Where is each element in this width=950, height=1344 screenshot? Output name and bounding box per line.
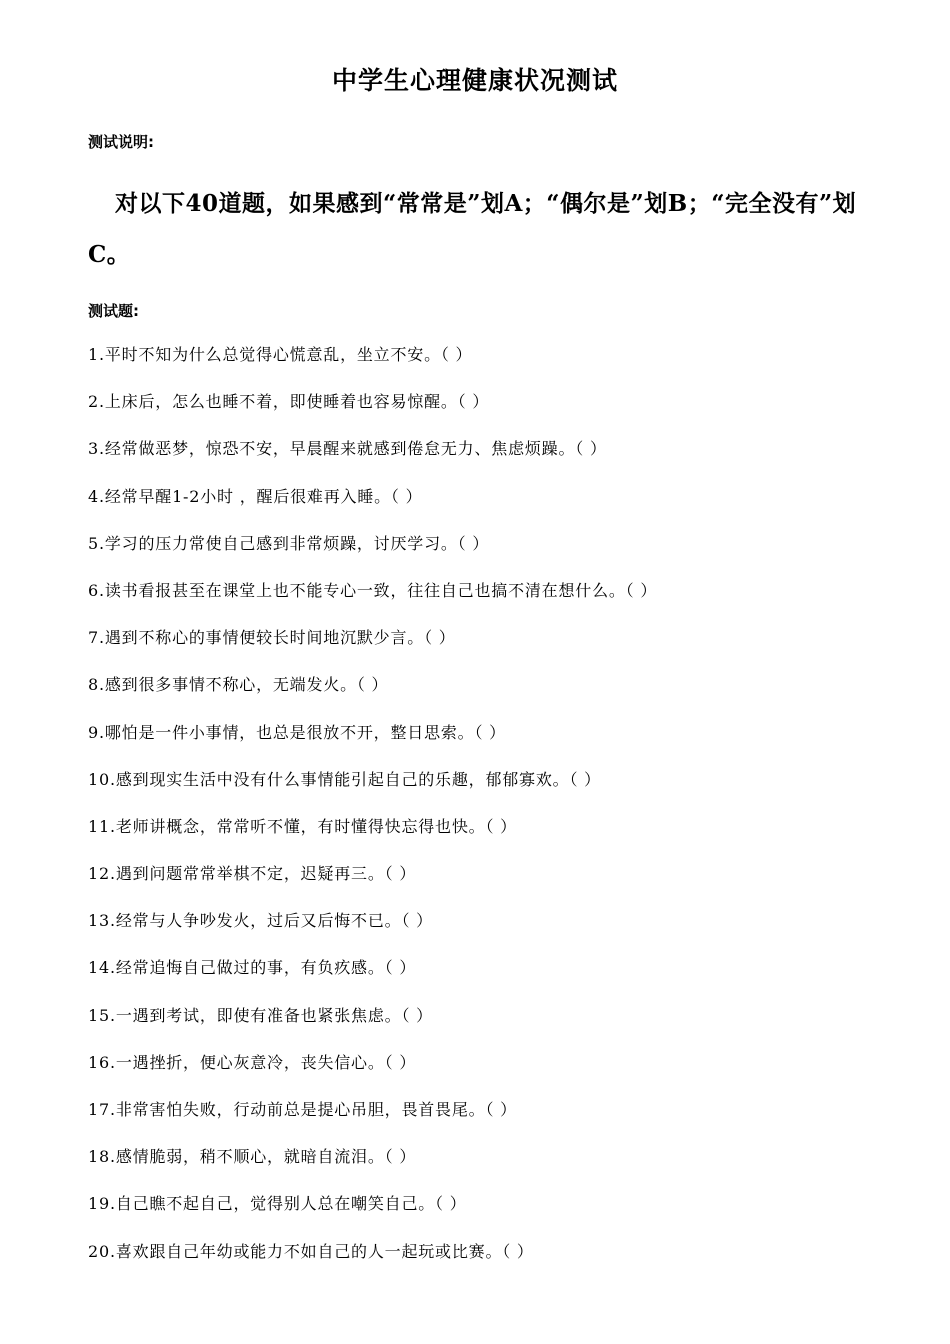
instruction-text: 对以下40道题，如果感到“常常是”划A；“偶尔是”划B；“完全没有”划C。 — [88, 190, 857, 268]
question-item: 2.上床后，怎么也睡不着，即使睡着也容易惊醒。（ ） — [88, 392, 490, 412]
question-item: 3.经常做恶梦，惊恐不安，早晨醒来就感到倦怠无力、焦虑烦躁。（ ） — [88, 439, 607, 459]
question-item: 19.自己瞧不起自己，觉得别人总在嘲笑自己。（ ） — [88, 1194, 467, 1214]
question-item: 10.感到现实生活中没有什么事情能引起自己的乐趣，郁郁寡欢。（ ） — [88, 769, 601, 789]
question-item: 9.哪怕是一件小事情，也总是很放不开，整日思索。（ ） — [88, 722, 506, 742]
page-title: 中学生心理健康状况测试 — [331, 66, 618, 95]
question-item: 5.学习的压力常使自己感到非常烦躁，讨厌学习。（ ） — [88, 533, 490, 553]
question-item: 7.遇到不称心的事情便较长时间地沉默少言。（ ） — [88, 628, 456, 648]
question-item: 1.平时不知为什么总觉得心慌意乱，坐立不安。（ ） — [88, 345, 473, 364]
question-item: 13.经常与人争吵发火，过后又后悔不已。（ ） — [88, 911, 433, 931]
question-list — [88, 342, 908, 1286]
question-item: 12.遇到问题常常举棋不定，迟疑再三。（ ） — [88, 864, 417, 884]
description-label: 测试说明: — [88, 133, 154, 151]
question-item: 4.经常早醒1-2小时 ，醒后很难再入睡。（ ） — [88, 486, 423, 506]
questions-label: 测试题: — [88, 302, 139, 320]
question-item: 15.一遇到考试，即使有准备也紧张焦虑。（ ） — [88, 1005, 433, 1025]
question-item: 8.感到很多事情不称心，无端发火。（ ） — [88, 675, 389, 695]
question-item: 16.一遇挫折，便心灰意冷，丧失信心。（ ） — [88, 1052, 417, 1072]
question-item: 11.老师讲概念，常常听不懂，有时懂得快忘得也快。（ ） — [88, 816, 517, 836]
question-item: 17.非常害怕失败，行动前总是提心吊胆，畏首畏尾。（ ） — [88, 1100, 517, 1119]
question-item: 20.喜欢跟自己年幼或能力不如自己的人一起玩或比赛。（ ） — [88, 1241, 534, 1261]
question-item: 6.读书看报甚至在课堂上也不能专心一致，往往自己也搞不清在想什么。（ ） — [88, 580, 658, 600]
question-item: 18.感情脆弱，稍不顺心，就暗自流泪。（ ） — [88, 1147, 417, 1167]
question-item: 14.经常追悔自己做过的事，有负疚感。（ ） — [88, 958, 417, 978]
